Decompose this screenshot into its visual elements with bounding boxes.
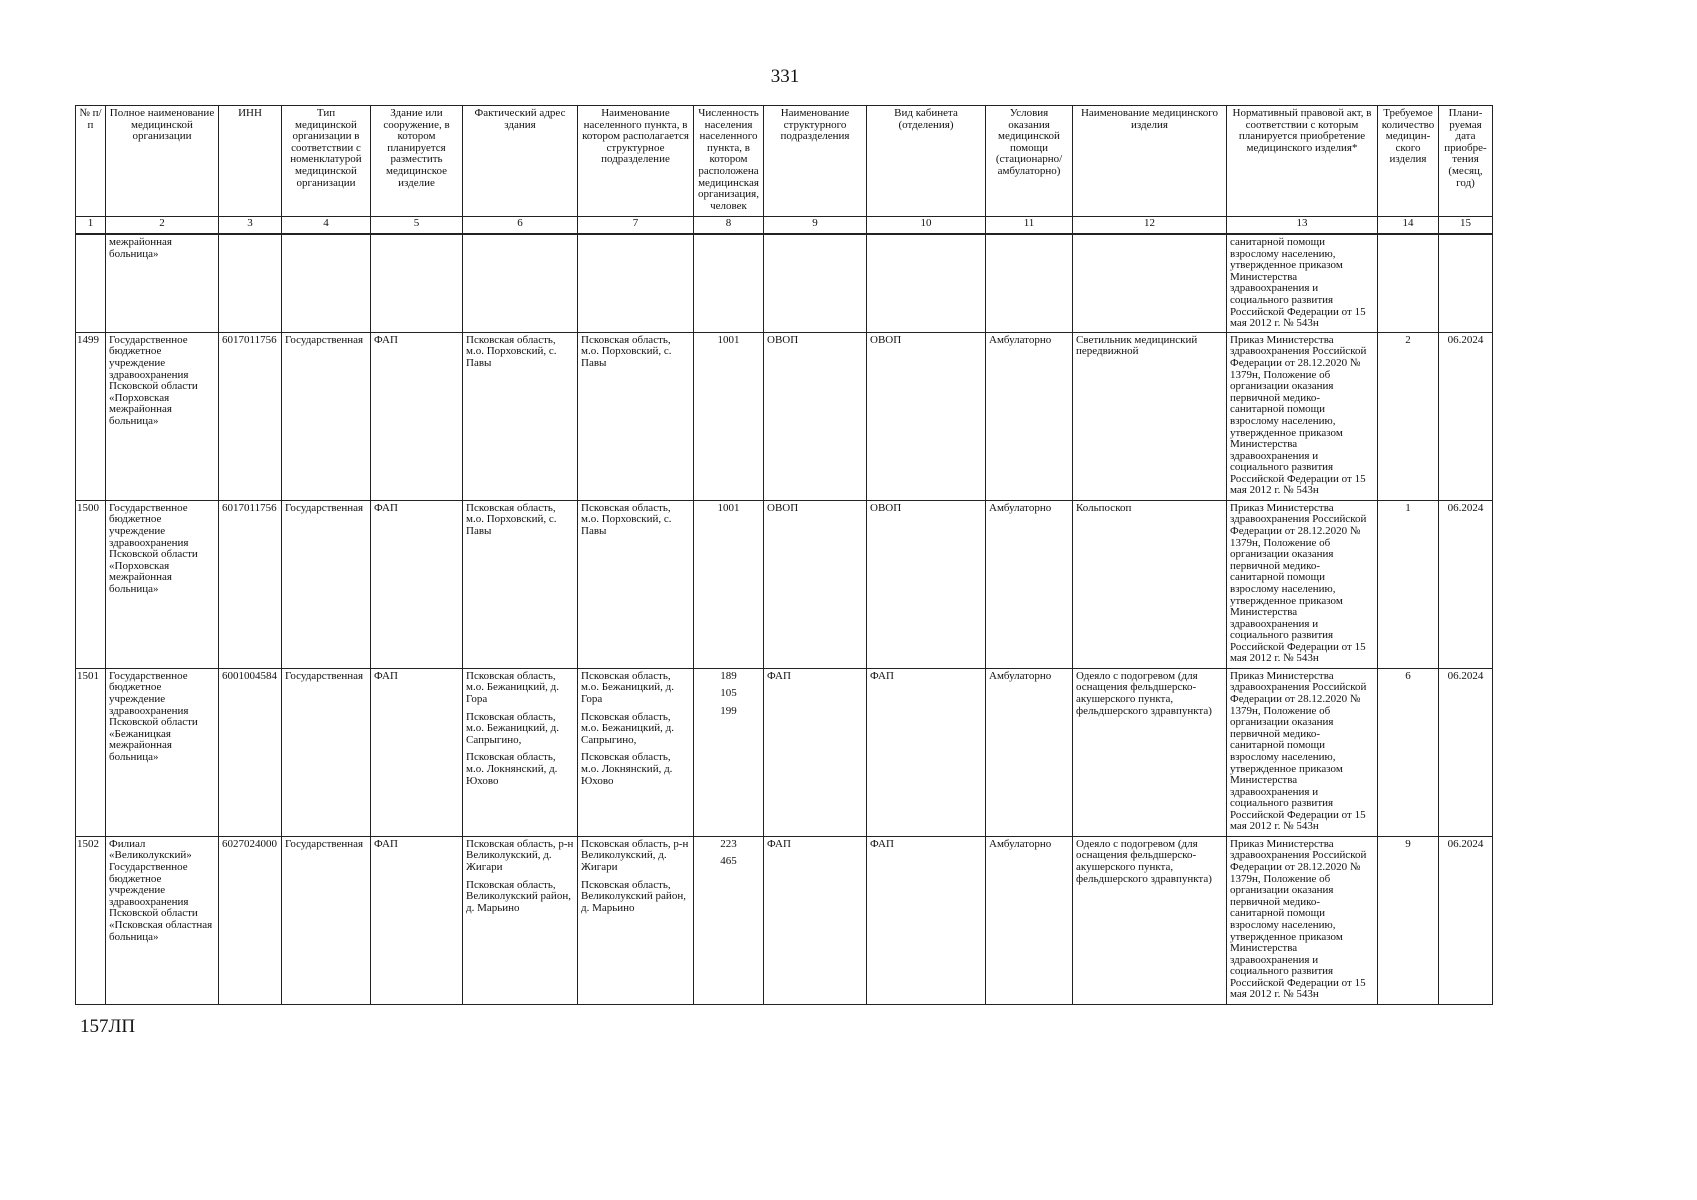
column-header: Численность населения населенного пункта, в котором расположена медицинская организация, человек [694, 106, 764, 217]
column-number: 14 [1378, 217, 1439, 235]
table-cell [463, 332, 578, 500]
table-cell: Приказ Министерства здравоохранения Российской Федерации от 28.12.2020 № 1379н, Положение об организации оказания первичной медико-санитарной помощи взрослому населению, утвержденное приказом Министерства здравоохранения и социального развития Российской Федерации от 15 мая 2012 г. № 543н [1227, 332, 1378, 500]
table-cell [1378, 234, 1439, 332]
cell-paragraph: Псковская область, Великолукский район, д. Марьино [581, 878, 686, 914]
column-number: 3 [219, 217, 282, 235]
table-cell: санитарной помощи взрослому населению, утвержденное приказом Министерства здравоохранения и социального развития Российской Федерации от 15 мая 2012 г. № 543н [1227, 234, 1378, 332]
footer-code: 157ЛП [80, 1016, 136, 1037]
column-header: Тип медицинской организации в соответствии с номенклатурой медицинской организации [282, 106, 371, 217]
cell-paragraph: Псковская область, р-н Великолукский, д. Жигари [581, 837, 689, 873]
column-number: 7 [578, 217, 694, 235]
table-cell [694, 332, 764, 500]
table-cell [578, 332, 694, 500]
column-number: 9 [764, 217, 867, 235]
table-cell: 06.2024 [1439, 668, 1493, 836]
cell-paragraph: Псковская область, р-н Великолукский, д. Жигари [466, 837, 574, 873]
table-cell [1439, 234, 1493, 332]
table-cell: 1500 [76, 500, 106, 668]
cell-paragraph: Псковская область, м.о. Бежаницкий, д. Сапрыгино, [466, 710, 560, 746]
table-cell: Одеяло с подогревом (для оснащения фельдшерско-акушерского пункта, фельдшерского здравпункта) [1073, 668, 1227, 836]
column-number-row [76, 217, 1493, 235]
table-cell: 1 [1378, 500, 1439, 668]
page-number: 331 [770, 66, 800, 87]
table-cell: 6017011756 [219, 500, 282, 668]
table-cell: Приказ Министерства здравоохранения Российской Федерации от 28.12.2020 № 1379н, Положение об организации оказания первичной медико-санитарной помощи взрослому населению, утвержденное приказом Министерства здравоохранения и социального развития Российской Федерации от 15 мая 2012 г. № 543н [1227, 500, 1378, 668]
table-cell: Приказ Министерства здравоохранения Российской Федерации от 28.12.2020 № 1379н, Положение об организации оказания первичной медико-санитарной помощи взрослому населению, утвержденное приказом Министерства здравоохранения и социального развития Российской Федерации от 15 мая 2012 г. № 543н [1227, 668, 1378, 836]
column-header: Полное наименование медицинской организации [106, 106, 219, 217]
table-row [76, 332, 1493, 500]
cell-paragraph: Псковская область, м.о. Локнянский, д. Юхово [581, 751, 673, 787]
column-header: Требуемое количество медицин-ского изделия [1378, 106, 1439, 217]
table-cell: 1501 [76, 668, 106, 836]
column-number: 12 [1073, 217, 1227, 235]
column-number: 11 [986, 217, 1073, 235]
table-cell: 1499 [76, 332, 106, 500]
column-number: 2 [106, 217, 219, 235]
table-row [76, 836, 1493, 1004]
table-cell: 6027024000 [219, 836, 282, 1004]
table-cell: ФАП [371, 332, 463, 500]
column-number: 1 [76, 217, 106, 235]
table-cell: 06.2024 [1439, 500, 1493, 668]
table-cell [219, 234, 282, 332]
column-header: Наименование медицинского изделия [1073, 106, 1227, 217]
table-cell: Государственное бюджетное учреждение здравоохранения Псковской области «Бежаницкая межрайонная больница» [106, 668, 219, 836]
table-cell: Светильник медицинский передвижной [1073, 332, 1227, 500]
table-cell: Амбулаторно [986, 332, 1073, 500]
cell-paragraph: 1001 [717, 501, 740, 514]
header-row [76, 106, 1493, 217]
cell-paragraph: 199 [720, 704, 737, 717]
table-cell [867, 234, 986, 332]
column-number: 10 [867, 217, 986, 235]
table-row [76, 500, 1493, 668]
column-header: Наименование населенного пункта, в котором располагается структурное подразделение [578, 106, 694, 217]
table-cell [282, 234, 371, 332]
equipment-table [75, 105, 1493, 1005]
table-cell: 6001004584 [219, 668, 282, 836]
table-cell: Государственное бюджетное учреждение здравоохранения Псковской области «Порховская межрайонная больница» [106, 332, 219, 500]
table-cell [578, 500, 694, 668]
table-cell: Государственная [282, 332, 371, 500]
column-header: Фактический адрес здания [463, 106, 578, 217]
cell-paragraph: Псковская область, Великолукский район, д. Марьино [466, 878, 571, 914]
table-cell: 06.2024 [1439, 836, 1493, 1004]
column-number: 5 [371, 217, 463, 235]
cell-paragraph: 105 [720, 687, 737, 700]
table-cell [694, 668, 764, 836]
table-cell: ОВОП [764, 332, 867, 500]
table-cell: ОВОП [867, 500, 986, 668]
cell-paragraph: 223 [720, 837, 737, 850]
table-cell [1073, 234, 1227, 332]
table-cell: Государственная [282, 836, 371, 1004]
table-cell [463, 500, 578, 668]
table-cell: ФАП [867, 668, 986, 836]
table-cell [764, 234, 867, 332]
table-cell: 2 [1378, 332, 1439, 500]
table-row [76, 234, 1493, 332]
column-header: Наименование структурного подразделения [764, 106, 867, 217]
table-cell: Кольпоскоп [1073, 500, 1227, 668]
table-cell [463, 234, 578, 332]
column-number: 4 [282, 217, 371, 235]
table-cell: 9 [1378, 836, 1439, 1004]
table-cell: ФАП [764, 668, 867, 836]
table-cell: ФАП [764, 836, 867, 1004]
table-cell: Одеяло с подогревом (для оснащения фельдшерско-акушерского пункта, фельдшерского здравпункта) [1073, 836, 1227, 1004]
table-cell [463, 668, 578, 836]
column-header: Нормативный правовой акт, в соответствии с которым планируется приобретение медицинского изделия* [1227, 106, 1378, 217]
table-cell: ОВОП [764, 500, 867, 668]
cell-paragraph: Псковская область, м.о. Бежаницкий, д. Гора [466, 669, 560, 705]
table-cell [463, 836, 578, 1004]
cell-paragraph: Псковская область, м.о. Порховский, с. Павы [581, 333, 672, 369]
table-cell [578, 836, 694, 1004]
table-cell: Амбулаторно [986, 836, 1073, 1004]
table-cell [578, 668, 694, 836]
table-cell: Государственное бюджетное учреждение здравоохранения Псковской области «Порховская межрайонная больница» [106, 500, 219, 668]
column-header: ИНН [219, 106, 282, 217]
table-cell: Амбулаторно [986, 668, 1073, 836]
column-number: 6 [463, 217, 578, 235]
column-number: 8 [694, 217, 764, 235]
table-cell: ФАП [371, 836, 463, 1004]
cell-paragraph: Псковская область, м.о. Порховский, с. Павы [466, 501, 557, 537]
column-number: 13 [1227, 217, 1378, 235]
column-header: № п/п [76, 106, 106, 217]
table-cell [694, 234, 764, 332]
table-cell: ОВОП [867, 332, 986, 500]
table-cell: 1502 [76, 836, 106, 1004]
table-cell: ФАП [867, 836, 986, 1004]
cell-paragraph: Псковская область, м.о. Бежаницкий, д. Гора [581, 669, 675, 705]
table-cell [371, 234, 463, 332]
cell-paragraph: 189 [720, 669, 737, 682]
table-cell [76, 234, 106, 332]
column-header: Условия оказания медицинской помощи (стационарно/ амбулаторно) [986, 106, 1073, 217]
table-cell [986, 234, 1073, 332]
column-header: Плани-руемая дата приобре-тения (месяц, год) [1439, 106, 1493, 217]
column-header: Здание или сооружение, в котором планируется разместить медицинское изделие [371, 106, 463, 217]
cell-paragraph: Псковская область, м.о. Порховский, с. Павы [466, 333, 557, 369]
table-cell: Амбулаторно [986, 500, 1073, 668]
table-cell: 6 [1378, 668, 1439, 836]
table-cell: Государственная [282, 500, 371, 668]
table-cell: 6017011756 [219, 332, 282, 500]
table-cell: ФАП [371, 668, 463, 836]
table-cell: 06.2024 [1439, 332, 1493, 500]
table-cell: ФАП [371, 500, 463, 668]
table-cell [694, 500, 764, 668]
column-number: 15 [1439, 217, 1493, 235]
cell-paragraph: 465 [720, 855, 737, 868]
cell-paragraph: Псковская область, м.о. Бежаницкий, д. Сапрыгино, [581, 710, 675, 746]
table-row [76, 668, 1493, 836]
cell-paragraph: 1001 [717, 333, 740, 346]
table-cell [578, 234, 694, 332]
table-cell: межрайонная больница» [106, 234, 219, 332]
cell-paragraph: Псковская область, м.о. Локнянский, д. Юхово [466, 751, 558, 787]
column-header: Вид кабинета (отделения) [867, 106, 986, 217]
table-cell: Филиал «Великолукский» Государственное бюджетное учреждение здравоохранения Псковской области «Псковская областная больница» [106, 836, 219, 1004]
table-cell: Приказ Министерства здравоохранения Российской Федерации от 28.12.2020 № 1379н, Положение об организации оказания первичной медико-санитарной помощи взрослому населению, утвержденное приказом Министерства здравоохранения и социального развития Российской Федерации от 15 мая 2012 г. № 543н [1227, 836, 1378, 1004]
cell-paragraph: Псковская область, м.о. Порховский, с. Павы [581, 501, 672, 537]
table-cell [694, 836, 764, 1004]
table-cell: Государственная [282, 668, 371, 836]
